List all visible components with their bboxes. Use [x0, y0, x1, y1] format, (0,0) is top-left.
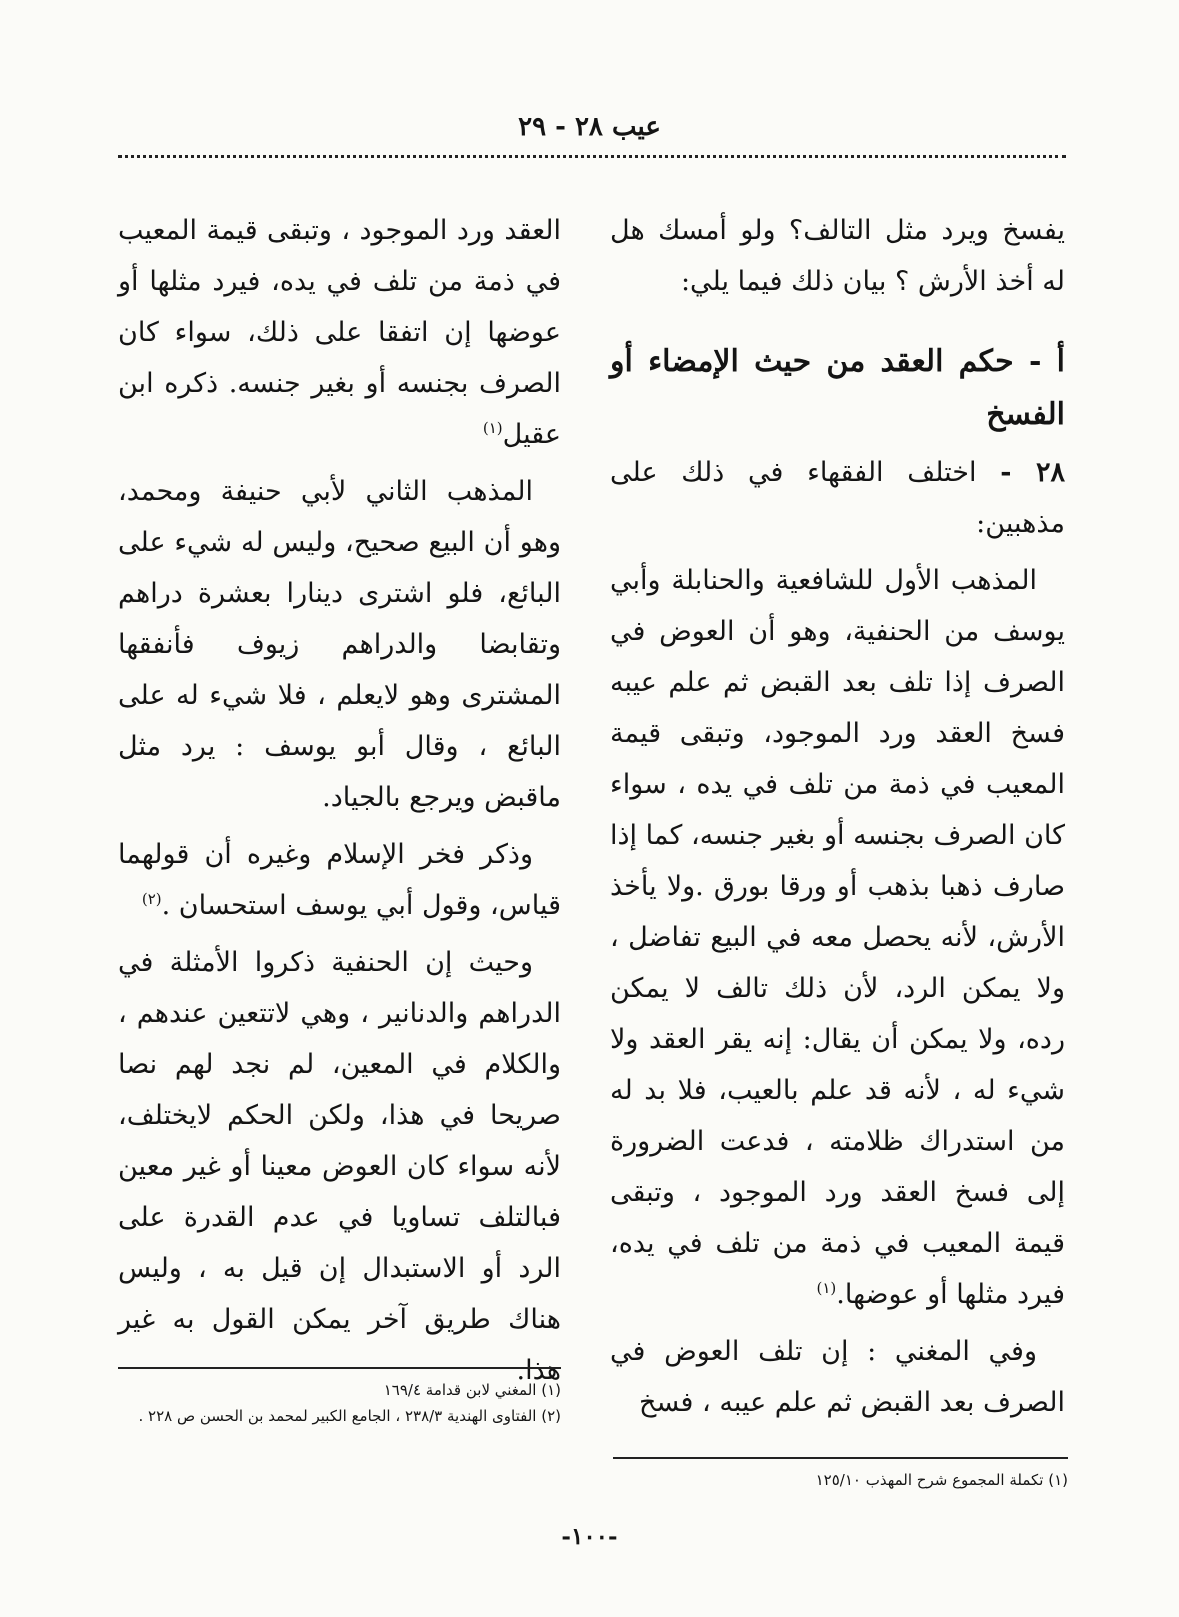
paragraph: [118, 829, 561, 931]
footnotes-left: [118, 1377, 561, 1429]
footnote-ref: (١): [482, 419, 503, 437]
footnote-ref: (٢): [141, 890, 162, 908]
footnote: (١) المغني لابن قدامة ١٦٩/٤: [383, 1381, 561, 1399]
paragraph-text: العقد ورد الموجود ، وتبقى قيمة المعيب في ذمة من تلف في يده، فيرد مثلها أو عوضها إن اتفقا على ذلك، سواء كان الصرف بجنسه أو بغير جنسه. ذكره ابن عقيل: [118, 215, 561, 450]
paragraph: [610, 447, 1065, 549]
footnote-divider: [118, 1367, 561, 1369]
paragraph-text: اختلف الفقهاء في ذلك على مذهبين:: [610, 457, 1065, 539]
header-divider: [118, 155, 1066, 158]
footnote: (١) تكملة المجموع شرح المهذب ١٢٥/١٠: [815, 1471, 1068, 1489]
item-number: ٢٨ -: [1000, 457, 1065, 488]
paragraph: وحيث إن الحنفية ذكروا الأمثلة في الدراهم والدنانير ، وهي لاتتعين عندهم ، والكلام في المعين، لم نجد لهم نصا صريحا في هذا، ولكن الحكم لايختلف، لأنه سواء كان العوض معينا أو غير معين فبالتلف تساويا في عدم القدرة على الرد أو الاستبدال إن قيل به ، وليس هناك طريق آخر يمكن القول به غير هذا.: [118, 947, 561, 1386]
footnote-ref: (١): [816, 1279, 837, 1297]
running-header: عيب ٢٨ - ٢٩: [518, 112, 661, 142]
left-column: [118, 205, 561, 1402]
footnote-divider: [613, 1457, 1068, 1459]
paragraph: المذهب الثاني لأبي حنيفة ومحمد، وهو أن البيع صحيح، وليس له شيء على البائع، فلو اشترى دينارا بعشرة دراهم وتقابضا والدراهم زيوف فأنفقها المشترى وهو لايعلم ، فلا شيء له على البائع ، وقال أبو يوسف : يرد مثل ماقبض ويرجع بالجياد.: [118, 476, 561, 813]
footnotes-right: [613, 1467, 1068, 1493]
paragraph: [610, 555, 1065, 1320]
paragraph: وفي المغني : إن تلف العوض في الصرف بعد القبض ثم علم عيبه ، فسخ: [610, 1336, 1065, 1418]
section-heading: أ - حكم العقد من حيث الإمضاء أو الفسخ: [610, 344, 1065, 432]
paragraph-text: وذكر فخر الإسلام وغيره أن قولهما قياس، وقول أبي يوسف استحسان .: [118, 839, 561, 921]
paragraph: [118, 205, 561, 460]
footnote: (٢) الفتاوى الهندية ٢٣٨/٣ ، الجامع الكبير لمحمد بن الحسن ص ٢٢٨ .: [138, 1407, 561, 1425]
paragraph: يفسخ ويرد مثل التالف؟ ولو أمسك هل له أخذ الأرش ؟ بيان ذلك فيما يلي:: [610, 215, 1065, 297]
right-column: [610, 205, 1065, 1434]
paragraph-text: المذهب الأول للشافعية والحنابلة وأبي يوسف من الحنفية، وهو أن العوض في الصرف إذا تلف بعد القبض ثم علم عيبه فسخ العقد ورد الموجود، وتبقى قيمة المعيب في ذمة من تلف في يده ، سواء كان الصرف بجنسه أو بغير جنسه، كما إذا صارف ذهبا بذهب أو ورقا بورق .ولا يأخذ الأرش، لأنه يحصل معه في البيع تفاضل ، ولا يمكن الرد، لأن ذلك تالف لا يمكن رده، ولا يمكن أن يقال: إنه يقر العقد ولا شيء له ، لأنه قد علم بالعيب، فلا بد له من استدراك ظلامته ، فدعت الضرورة إلى فسخ العقد ورد الموجود ، وتبقى قيمة المعيب في ذمة من تلف في يده، فيرد مثلها أو عوضها.: [610, 565, 1065, 1310]
page-number: -١٠٠-: [561, 1523, 618, 1550]
